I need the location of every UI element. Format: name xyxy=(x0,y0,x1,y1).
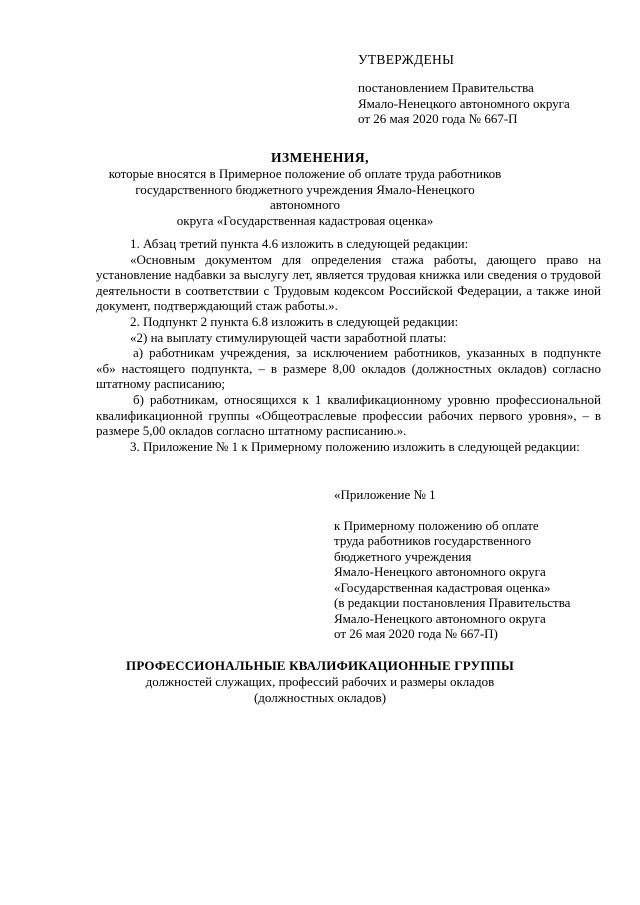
document-body xyxy=(96,236,601,454)
approval-heading: УТВЕРЖДЕНЫ xyxy=(358,52,455,67)
groups-subtitle-line: должностей служащих, профессий рабочих и размеры окладов xyxy=(145,674,495,689)
paragraph-subitem-b: б) работникам, относящихся к 1 квалификационному уровню профессиональной квалификационной группы «Общеотраслевые профессии рабочих первого уровня», – в размере 5,00 окладов согласно штатному расписанию.». xyxy=(96,391,601,439)
approval-block xyxy=(358,80,570,127)
appendix-line: от 26 мая 2020 года № 667-П) xyxy=(334,626,498,641)
changes-subtitle-line: округа «Государственная кадастровая оценка» xyxy=(176,212,434,228)
paragraph-subitem-a: а) работникам учреждения, за исключением работников, указанных в подпункте «б» настоящего подпункта, – в размере 8,00 окладов (должностных окладов) согласно штатному расписанию; xyxy=(96,345,601,392)
approval-line: от 26 мая 2020 года № 667-П xyxy=(358,111,518,126)
paragraph-item-1: 1. Абзац третий пункта 4.6 изложить в следующей редакции: xyxy=(130,236,469,251)
appendix-line: труда работников государственного xyxy=(334,533,532,548)
appendix-lines xyxy=(334,518,614,642)
changes-subtitle xyxy=(100,166,510,228)
paragraph-item-3: 3. Приложение № 1 к Примерному положению изложить в следующей редакции: xyxy=(130,438,580,454)
appendix-line: Ямало-Ненецкого автономного округа xyxy=(334,564,546,579)
appendix-line: (в редакции постановления Правительства xyxy=(334,595,571,610)
paragraph-item-2: 2. Подпункт 2 пункта 6.8 изложить в следующей редакции: xyxy=(130,313,459,329)
appendix-title: «Приложение № 1 xyxy=(334,487,436,502)
changes-title: ИЗМЕНЕНИЯ, xyxy=(270,150,369,165)
appendix-line: к Примерному положению об оплате xyxy=(334,517,539,533)
appendix-line: «Государственная кадастровая оценка» xyxy=(334,579,551,595)
appendix-line: бюджетного учреждения xyxy=(334,548,472,564)
appendix-block xyxy=(334,487,614,642)
groups-title: ПРОФЕССИОНАЛЬНЫЕ КВАЛИФИКАЦИОННЫЕ ГРУППЫ xyxy=(126,658,514,673)
appendix-line: Ямало-Ненецкого автономного округа xyxy=(334,610,546,626)
paragraph-quote-2: «2) на выплату стимулирующей части заработной платы: xyxy=(130,329,447,345)
approval-line: постановлением Правительства xyxy=(358,80,534,95)
groups-subtitle xyxy=(100,674,540,705)
approval-line: Ямало-Ненецкого автономного округа xyxy=(358,95,570,111)
changes-subtitle-line: государственного бюджетного учреждения Ямало-Ненецкого автономного xyxy=(135,181,475,212)
groups-subtitle-line: (должностных окладов) xyxy=(253,689,387,705)
paragraph-quote-1: «Основным документом для определения стажа работы, дающего право на установление надбавки за выслугу лет, является трудовая книжка или сведения о трудовой деятельности в соответствии с Трудовым кодексом Российской Федерации, а также иной документ, подтверждающий стаж работы.». xyxy=(96,251,601,314)
changes-subtitle-line: которые вносятся в Примерное положение об оплате труда работников xyxy=(108,166,502,181)
